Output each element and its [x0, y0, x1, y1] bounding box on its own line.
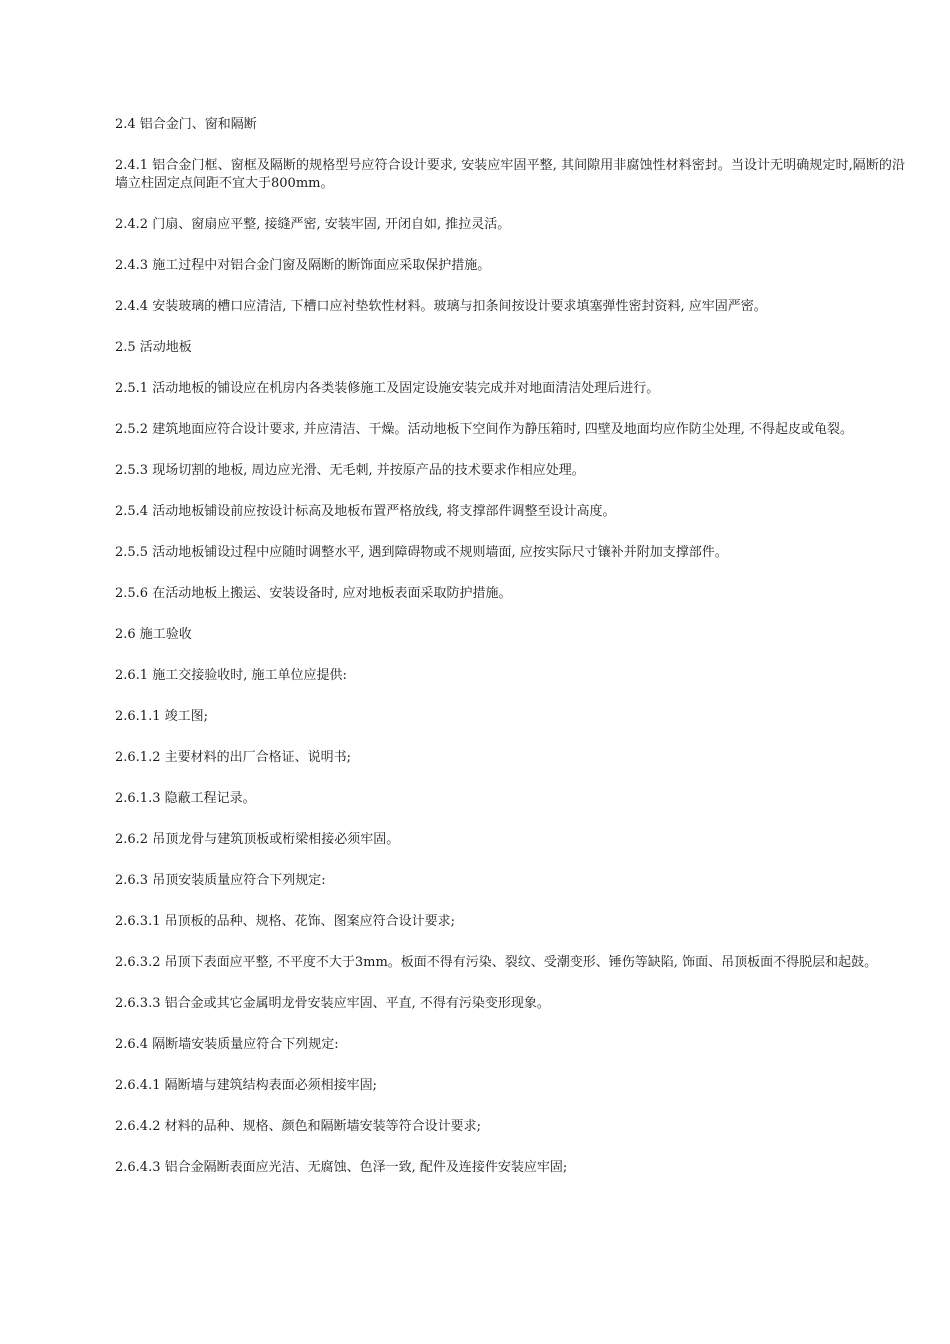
clause-2-6-3-2: 2.6.3.2 吊顶下表面应平整, 不平度不大于3mm。板面不得有污染、裂纹、受潮变形、锤伤等缺陷, 饰面、吊顶板面不得脱层和起鼓。	[115, 955, 878, 970]
clause-2-6-3-1: 2.6.3.1 吊顶板的品种、规格、花饰、图案应符合设计要求;	[115, 914, 455, 929]
clause-2-6-1-2: 2.6.1.2 主要材料的出厂合格证、说明书;	[115, 750, 351, 765]
clause-2-6-4-1: 2.6.4.1 隔断墙与建筑结构表面必须相接牢固;	[115, 1078, 377, 1093]
clause-2-5-5: 2.5.5 活动地板铺设过程中应随时调整水平, 遇到障碍物或不规则墙面, 应按实际尺寸镶补并附加支撑部件。	[115, 545, 728, 560]
clause-2-4-3: 2.4.3 施工过程中对铝合金门窗及隔断的断饰面应采取保护措施。	[115, 258, 491, 273]
clause-2-6-1-1: 2.6.1.1 竣工图;	[115, 709, 208, 724]
section-heading-2-6: 2.6 施工验收	[115, 627, 192, 642]
clause-2-6-1: 2.6.1 施工交接验收时, 施工单位应提供:	[115, 668, 347, 683]
clause-2-5-4: 2.5.4 活动地板铺设前应按设计标高及地板布置严格放线, 将支撑部件调整至设计高度。	[115, 504, 616, 519]
section-heading-2-5: 2.5 活动地板	[115, 340, 192, 355]
clause-2-4-4: 2.4.4 安装玻璃的槽口应清洁, 下槽口应衬垫软性材料。玻璃与扣条间按设计要求填塞弹性密封资料, 应牢固严密。	[115, 299, 767, 314]
clause-2-6-4: 2.6.4 隔断墙安装质量应符合下列规定:	[115, 1037, 339, 1052]
clause-2-5-2: 2.5.2 建筑地面应符合设计要求, 并应清洁、干燥。活动地板下空间作为静压箱时, 四壁及地面均应作防尘处理, 不得起皮或龟裂。	[115, 422, 854, 437]
clause-2-6-3-3: 2.6.3.3 铝合金或其它金属明龙骨安装应牢固、平直, 不得有污染变形现象。	[115, 996, 550, 1011]
clause-2-5-6: 2.5.6 在活动地板上搬运、安装设备时, 应对地板表面采取防护措施。	[115, 586, 512, 601]
clause-2-4-1: 2.4.1 铝合金门框、窗框及隔断的规格型号应符合设计要求, 安装应牢固平整, 其间隙用非腐蚀性材料密封。当设计无明确规定时,隔断的沿墙立柱固定点间距不宜大于800mm。	[115, 158, 905, 191]
clause-2-6-4-2: 2.6.4.2 材料的品种、规格、颜色和隔断墙安装等符合设计要求;	[115, 1119, 481, 1134]
clause-2-6-3: 2.6.3 吊顶安装质量应符合下列规定:	[115, 873, 326, 888]
section-heading-2-4: 2.4 铝合金门、窗和隔断	[115, 117, 257, 132]
clause-2-6-1-3: 2.6.1.3 隐蔽工程记录。	[115, 791, 256, 806]
clause-2-4-2: 2.4.2 门扇、窗扇应平整, 接缝严密, 安装牢固, 开闭自如, 推拉灵活。	[115, 217, 511, 232]
document-body	[115, 116, 905, 1200]
clause-2-6-4-3: 2.6.4.3 铝合金隔断表面应光洁、无腐蚀、色泽一致, 配件及连接件安装应牢固;	[115, 1160, 568, 1175]
clause-2-6-2: 2.6.2 吊顶龙骨与建筑顶板或桁梁相接必须牢固。	[115, 832, 400, 847]
clause-2-5-3: 2.5.3 现场切割的地板, 周边应光滑、无毛刺, 并按原产品的技术要求作相应处理。	[115, 463, 585, 478]
clause-2-5-1: 2.5.1 活动地板的铺设应在机房内各类装修施工及固定设施安装完成并对地面清洁处理后进行。	[115, 381, 660, 396]
